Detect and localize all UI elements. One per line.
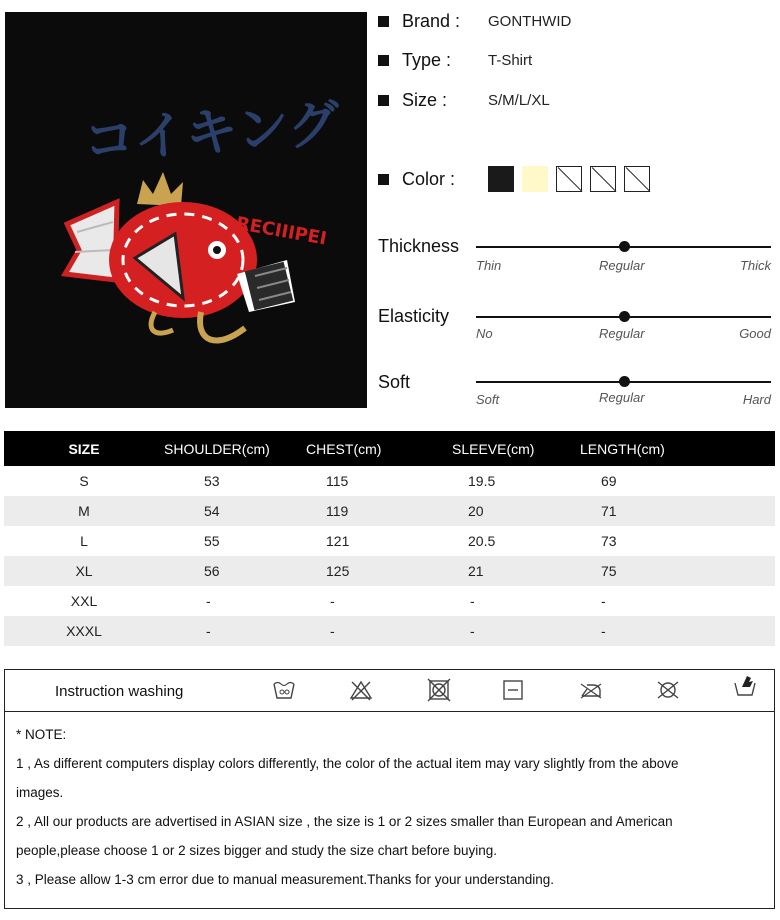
rating-elasticity — [378, 306, 774, 346]
brand-label: Brand : — [402, 10, 461, 31]
cell-length: - — [580, 616, 775, 646]
rating-marker — [619, 311, 630, 322]
rating-high-label: Hard — [742, 392, 771, 407]
cell-size: L — [80, 533, 88, 549]
cell-sleeve: - — [470, 593, 475, 609]
note-line-1: 1 , As different computers display colors differently, the color of the actual item may vary slightly from the above — [16, 756, 679, 771]
cell-size: M — [4, 496, 164, 526]
rating-mid-label: Regular — [599, 258, 645, 273]
type-label: Type : — [402, 49, 452, 70]
note-line-3: 3 , Please allow 1-3 cm error due to manual measurement.Thanks for your understanding. — [16, 872, 555, 887]
rating-high-label: Good — [739, 326, 771, 341]
product-photo — [5, 12, 367, 408]
rating-thickness — [378, 236, 774, 276]
spec-color — [378, 166, 650, 192]
table-header-row — [4, 431, 775, 466]
table-row — [4, 496, 775, 526]
cell-sleeve: 21 — [452, 556, 580, 586]
cell-length: 69 — [601, 473, 617, 489]
cell-size: S — [79, 473, 89, 489]
cell-shoulder: - — [206, 593, 211, 609]
cell-sleeve: 20 — [452, 496, 580, 526]
color-swatch-unavailable[interactable] — [556, 166, 582, 192]
note-line-2b: people,please choose 1 or 2 sizes bigger and study the size chart before buying. — [16, 843, 498, 858]
cell-shoulder: 56 — [164, 556, 306, 586]
dry-flat-icon — [501, 678, 525, 702]
header-sleeve: SLEEVE(cm) — [452, 431, 580, 466]
iron-low-icon — [579, 678, 603, 702]
spec-type — [378, 47, 532, 73]
washing-instructions-box — [4, 669, 775, 909]
cell-chest: - — [330, 593, 335, 609]
color-label: Color : — [402, 168, 456, 189]
note-line-1b: images. — [16, 785, 64, 800]
cell-sleeve: 19.5 — [468, 473, 496, 489]
header-length: LENGTH(cm) — [580, 431, 775, 466]
rating-marker — [619, 241, 630, 252]
hand-wash-icon — [733, 673, 757, 697]
cell-length: 73 — [601, 533, 617, 549]
note-heading: * NOTE: — [16, 727, 67, 742]
table-row — [4, 616, 775, 646]
cell-chest: 115 — [326, 473, 349, 489]
rating-mid-label: Regular — [599, 390, 645, 405]
cell-sleeve: 20.5 — [468, 533, 496, 549]
header-shoulder: SHOULDER(cm) — [164, 431, 306, 466]
cell-sleeve: - — [452, 616, 580, 646]
size-chart-table — [4, 431, 775, 646]
spec-size — [378, 87, 550, 113]
katakana-text: コイキング — [81, 94, 342, 173]
embroidery-graphic — [5, 12, 367, 408]
rating-low-label: Soft — [476, 392, 500, 407]
header-chest: CHEST(cm) — [306, 431, 452, 466]
size-label: Size : — [402, 89, 448, 110]
cell-chest: 125 — [306, 556, 452, 586]
hand-wash-30-icon — [272, 678, 296, 702]
no-bleach-icon — [349, 678, 373, 702]
cell-length: 75 — [580, 556, 775, 586]
color-swatch-unavailable[interactable] — [624, 166, 650, 192]
cell-shoulder: - — [164, 616, 306, 646]
color-swatch-unavailable[interactable] — [590, 166, 616, 192]
spec-brand — [378, 8, 571, 34]
cell-chest: 121 — [326, 533, 350, 549]
rating-low-label: No — [476, 326, 493, 341]
bullet-square — [378, 174, 389, 185]
cell-shoulder: 54 — [164, 496, 306, 526]
table-row — [4, 466, 775, 496]
rating-low-label: Thin — [476, 258, 502, 273]
rating-title: Thickness — [378, 236, 460, 256]
rating-title: Elasticity — [378, 306, 450, 326]
no-tumble-dry-icon — [427, 678, 451, 702]
cell-shoulder: 55 — [204, 533, 220, 549]
rating-title: Soft — [378, 372, 411, 392]
color-swatch-cream[interactable] — [522, 166, 548, 192]
table-row — [4, 586, 775, 616]
bullet-square — [378, 55, 389, 66]
cell-size: XXL — [70, 593, 98, 609]
color-swatches — [488, 166, 650, 192]
cell-chest: - — [306, 616, 452, 646]
table-row — [4, 526, 775, 556]
cell-size: XL — [4, 556, 164, 586]
table-row — [4, 556, 775, 586]
note-line-2: 2 , All our products are advertised in ASIAN size , the size is 1 or 2 sizes smaller than European and American — [16, 814, 673, 829]
color-swatch-black[interactable] — [488, 166, 514, 192]
bullet-square — [378, 16, 389, 27]
no-dry-clean-icon — [656, 678, 680, 702]
bullet-square — [378, 95, 389, 106]
brand-value: GONTHWID — [488, 12, 572, 30]
washing-title: Instruction washing — [55, 683, 184, 700]
embroidery-text: RECIIIPEI — [234, 213, 329, 250]
washing-header — [5, 670, 774, 712]
cell-length: - — [601, 593, 606, 609]
cell-size: XXXL — [4, 616, 164, 646]
rating-mid-label: Regular — [599, 326, 645, 341]
rating-soft — [378, 372, 774, 412]
cell-length: 71 — [580, 496, 775, 526]
cell-shoulder: 53 — [204, 473, 220, 489]
size-value: S/M/L/XL — [488, 91, 550, 109]
rating-high-label: Thick — [739, 258, 771, 273]
cell-chest: 119 — [306, 496, 452, 526]
rating-marker — [619, 376, 630, 387]
header-size: SIZE — [4, 431, 164, 466]
type-value: T-Shirt — [488, 51, 533, 69]
